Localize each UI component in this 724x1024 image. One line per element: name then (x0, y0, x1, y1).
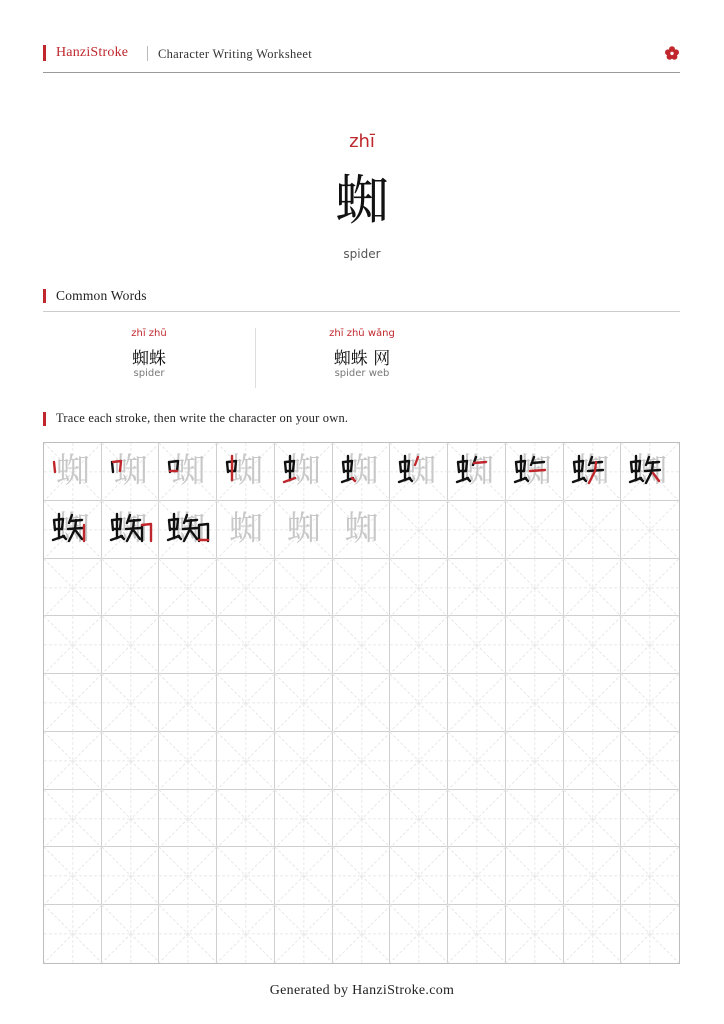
previous-stroke (409, 478, 412, 481)
stroke-order-step (102, 443, 160, 501)
cell-guide-lines (390, 790, 448, 848)
stroke-order-step (621, 443, 679, 501)
stroke-order-step (44, 501, 102, 559)
cell-guide-lines (275, 732, 333, 790)
cell-guide-lines (44, 559, 102, 617)
cell-guide-lines (564, 847, 622, 905)
practice-cell[interactable] (390, 443, 448, 501)
cell-guide-lines (159, 616, 217, 674)
practice-cell[interactable] (44, 443, 102, 501)
cell-guide-lines (217, 559, 275, 617)
practice-cell[interactable] (621, 501, 679, 559)
trace-ghost-character: 蜘 (286, 508, 321, 549)
practice-cell[interactable] (333, 443, 391, 501)
cell-guide-lines (217, 616, 275, 674)
cell-guide-lines (333, 616, 391, 674)
practice-cell[interactable] (217, 847, 275, 905)
cell-guide-lines (159, 790, 217, 848)
cell-guide-lines (333, 905, 391, 963)
cell-guide-lines (333, 847, 391, 905)
cell-guide-lines (506, 616, 564, 674)
stroke-order-step (390, 443, 448, 501)
current-stroke (113, 461, 121, 471)
cell-guide-lines (217, 847, 275, 905)
practice-cell[interactable] (275, 443, 333, 501)
practice-cell[interactable] (506, 559, 564, 617)
cell-guide-lines (448, 616, 506, 674)
practice-cell[interactable] (506, 501, 564, 559)
practice-cell[interactable] (564, 616, 622, 674)
previous-stroke (583, 478, 586, 481)
practice-cell[interactable] (448, 501, 506, 559)
practice-cell[interactable] (102, 501, 160, 559)
practice-cell[interactable] (390, 559, 448, 617)
cell-guide-lines (44, 674, 102, 732)
practice-cell[interactable] (506, 674, 564, 732)
cell-guide-lines (44, 616, 102, 674)
stroke-order-step (159, 443, 217, 501)
stroke-order-step (506, 443, 564, 501)
cell-guide-lines (333, 559, 391, 617)
practice-cell[interactable] (448, 616, 506, 674)
trace-ghost-character: 蜘 (402, 451, 437, 491)
previous-stroke (112, 462, 113, 472)
worksheet-subtitle: Character Writing Worksheet (158, 47, 312, 61)
practice-cell[interactable] (159, 905, 217, 963)
practice-cell[interactable] (102, 443, 160, 501)
trace-ghost-character: 蜘 (575, 451, 610, 491)
trace-ghost-character: 蜘 (517, 451, 552, 491)
previous-stroke (640, 478, 643, 481)
previous-stroke (525, 478, 528, 481)
previous-stroke (178, 536, 181, 539)
cell-guide-lines (217, 790, 275, 848)
cell-guide-lines (102, 559, 160, 617)
practice-cell[interactable] (217, 501, 275, 559)
practice-cell[interactable] (159, 616, 217, 674)
common-words-title: Common Words (56, 288, 147, 303)
practice-cell[interactable] (564, 847, 622, 905)
practice-cell[interactable] (621, 905, 679, 963)
practice-cell[interactable] (102, 732, 160, 790)
cell-guide-lines (506, 674, 564, 732)
practice-cell[interactable] (448, 674, 506, 732)
practice-cell[interactable] (217, 616, 275, 674)
cell-guide-lines (448, 732, 506, 790)
trace-ghost-character: 蜘 (229, 451, 264, 491)
practice-cell[interactable] (275, 501, 333, 559)
cell-guide-lines (275, 559, 333, 617)
practice-cell[interactable] (621, 847, 679, 905)
cell-guide-lines (102, 905, 160, 963)
trace-ghost-character: 蜘 (113, 508, 148, 549)
practice-cell[interactable] (564, 443, 622, 501)
practice-cell[interactable] (159, 501, 217, 559)
practice-cell[interactable] (621, 559, 679, 617)
practice-cell[interactable] (44, 732, 102, 790)
practice-cell[interactable] (102, 905, 160, 963)
word-column-divider (255, 328, 256, 388)
cell-guide-lines (217, 674, 275, 732)
section-accent-bar (43, 289, 46, 303)
word-entry (49, 328, 249, 379)
word-pinyin: zhī zhū (131, 328, 167, 339)
cell-guide-lines (44, 732, 102, 790)
practice-cell[interactable] (621, 443, 679, 501)
practice-cell[interactable] (506, 443, 564, 501)
practice-cell[interactable] (275, 559, 333, 617)
cell-guide-lines (102, 732, 160, 790)
trace-ghost-character: 蜘 (171, 451, 206, 491)
practice-cell[interactable] (44, 905, 102, 963)
stroke-order-step (448, 443, 506, 501)
trace-ghost-character: 蜘 (286, 451, 321, 491)
cell-guide-lines (621, 905, 679, 963)
practice-cell[interactable] (44, 790, 102, 848)
section-accent-bar (43, 412, 46, 426)
cell-guide-lines (44, 905, 102, 963)
practice-cell[interactable] (44, 847, 102, 905)
cell-guide-lines (275, 847, 333, 905)
cell-guide-lines (333, 674, 391, 732)
stroke-order-step (333, 443, 391, 501)
practice-cell[interactable] (390, 905, 448, 963)
current-stroke (54, 462, 55, 472)
stroke-order-step (44, 443, 102, 501)
practice-cell[interactable] (159, 847, 217, 905)
cell-guide-lines (275, 905, 333, 963)
practice-cell[interactable] (275, 790, 333, 848)
cell-guide-lines (506, 501, 564, 559)
main-character: 蜘 (335, 169, 389, 232)
practice-cell[interactable] (159, 790, 217, 848)
practice-cell[interactable] (275, 616, 333, 674)
cell-guide-lines (448, 905, 506, 963)
practice-cell[interactable] (506, 790, 564, 848)
practice-cell[interactable] (390, 847, 448, 905)
cell-guide-lines (159, 732, 217, 790)
header-separator (147, 46, 148, 61)
practice-cell[interactable] (506, 616, 564, 674)
practice-cell[interactable] (44, 501, 102, 559)
cell-guide-lines (448, 501, 506, 559)
practice-cell[interactable] (506, 732, 564, 790)
practice-cell[interactable] (44, 559, 102, 617)
practice-cell[interactable] (390, 790, 448, 848)
common-words-divider (43, 311, 680, 312)
practice-cell[interactable] (102, 674, 160, 732)
cell-guide-lines (564, 905, 622, 963)
cell-guide-lines (621, 732, 679, 790)
cell-guide-lines (564, 674, 622, 732)
practice-cell[interactable] (390, 616, 448, 674)
cell-guide-lines (333, 732, 391, 790)
practice-cell[interactable] (44, 674, 102, 732)
cell-guide-lines (564, 732, 622, 790)
brand-name[interactable]: HanziStroke (56, 45, 129, 60)
cell-guide-lines (102, 616, 160, 674)
trace-ghost-character: 蜘 (171, 508, 206, 549)
practice-cell[interactable] (506, 905, 564, 963)
word-hanzi: 蜘蛛 网 (333, 349, 391, 369)
practice-cell[interactable] (621, 674, 679, 732)
cell-guide-lines (448, 790, 506, 848)
cell-guide-lines (159, 905, 217, 963)
practice-cell[interactable] (448, 443, 506, 501)
previous-stroke (134, 531, 140, 539)
cell-guide-lines (506, 790, 564, 848)
practice-cell[interactable] (506, 847, 564, 905)
plum-blossom-icon (664, 45, 680, 61)
cell-guide-lines (448, 559, 506, 617)
practice-cell[interactable] (159, 559, 217, 617)
practice-cell[interactable] (564, 732, 622, 790)
footer-credit: Generated by HanziStroke.com (269, 983, 455, 998)
trace-ghost-character: 蜘 (633, 451, 668, 491)
word-hanzi: 蜘蛛 (132, 349, 166, 369)
practice-cell[interactable] (390, 501, 448, 559)
cell-guide-lines (159, 674, 217, 732)
cell-guide-lines (621, 674, 679, 732)
practice-cell[interactable] (333, 616, 391, 674)
practice-cell[interactable] (333, 905, 391, 963)
cell-guide-lines (102, 847, 160, 905)
practice-cell[interactable] (448, 732, 506, 790)
practice-cell[interactable] (217, 674, 275, 732)
cell-guide-lines (564, 616, 622, 674)
cell-guide-lines (506, 905, 564, 963)
character-meaning: spider (343, 247, 381, 261)
previous-stroke (191, 531, 197, 539)
practice-cell[interactable] (275, 847, 333, 905)
practice-cell[interactable] (390, 732, 448, 790)
practice-cell[interactable] (217, 559, 275, 617)
practice-cell[interactable] (333, 674, 391, 732)
cell-guide-lines (621, 616, 679, 674)
cell-guide-lines (275, 790, 333, 848)
stroke-order-step (159, 501, 217, 559)
practice-cell[interactable] (333, 732, 391, 790)
practice-cell[interactable] (217, 443, 275, 501)
cell-guide-lines (44, 790, 102, 848)
cell-guide-lines (506, 559, 564, 617)
practice-cell[interactable] (564, 905, 622, 963)
cell-guide-lines (621, 501, 679, 559)
practice-instruction: Trace each stroke, then write the character on your own. (56, 411, 349, 425)
cell-guide-lines (390, 559, 448, 617)
practice-cell[interactable] (448, 905, 506, 963)
word-entry (262, 328, 462, 379)
practice-cell[interactable] (621, 790, 679, 848)
practice-cell[interactable] (102, 790, 160, 848)
cell-guide-lines (217, 905, 275, 963)
word-pinyin: zhī zhū wǎng (329, 328, 395, 339)
practice-cell[interactable] (390, 674, 448, 732)
previous-stroke (121, 536, 124, 539)
practice-cell[interactable] (275, 732, 333, 790)
character-pinyin: zhī (349, 131, 375, 152)
cell-guide-lines (621, 559, 679, 617)
cell-guide-lines (275, 674, 333, 732)
practice-cell[interactable] (102, 559, 160, 617)
cell-guide-lines (621, 790, 679, 848)
practice-cell[interactable] (564, 559, 622, 617)
trace-ghost-character: 蜘 (113, 451, 148, 491)
practice-cell[interactable] (275, 905, 333, 963)
practice-cell[interactable] (102, 847, 160, 905)
stroke-order-step (102, 501, 160, 559)
cell-guide-lines (275, 616, 333, 674)
stroke-order-step (217, 443, 275, 501)
stroke-order-step (275, 443, 333, 501)
cell-guide-lines (217, 732, 275, 790)
practice-cell[interactable] (102, 616, 160, 674)
practice-cell[interactable] (217, 790, 275, 848)
practice-cell[interactable] (333, 501, 391, 559)
practice-cell[interactable] (448, 559, 506, 617)
cell-guide-lines (448, 674, 506, 732)
word-meaning: spider (133, 368, 165, 379)
cell-guide-lines (390, 847, 448, 905)
practice-cell[interactable] (217, 732, 275, 790)
practice-cell[interactable] (448, 847, 506, 905)
trace-ghost-character: 蜘 (55, 451, 90, 491)
header-accent-bar (43, 45, 46, 61)
practice-cell[interactable] (621, 732, 679, 790)
trace-ghost-character: 蜘 (55, 508, 90, 549)
current-stroke (530, 470, 545, 471)
practice-cell[interactable] (159, 674, 217, 732)
current-stroke (142, 524, 151, 541)
cell-guide-lines (621, 847, 679, 905)
cell-guide-lines (102, 674, 160, 732)
practice-cell[interactable] (159, 732, 217, 790)
previous-stroke (532, 462, 544, 463)
practice-cell[interactable] (159, 443, 217, 501)
current-stroke (352, 478, 355, 481)
cell-guide-lines (333, 790, 391, 848)
trace-ghost-character: 蜘 (344, 451, 379, 491)
practice-cell[interactable] (333, 847, 391, 905)
word-meaning: spider web (334, 368, 390, 379)
practice-cell[interactable] (44, 616, 102, 674)
practice-cell[interactable] (564, 674, 622, 732)
practice-cell[interactable] (275, 674, 333, 732)
cell-guide-lines (390, 501, 448, 559)
current-stroke (474, 462, 486, 463)
cell-guide-lines (390, 616, 448, 674)
cell-guide-lines (448, 847, 506, 905)
previous-stroke (63, 536, 66, 539)
trace-ghost-character: 蜘 (229, 508, 264, 549)
cell-guide-lines (159, 559, 217, 617)
cell-guide-lines (564, 559, 622, 617)
cell-guide-lines (390, 732, 448, 790)
practice-cell[interactable] (448, 790, 506, 848)
cell-guide-lines (390, 674, 448, 732)
current-stroke (653, 473, 659, 481)
cell-guide-lines (390, 905, 448, 963)
cell-guide-lines (506, 847, 564, 905)
trace-ghost-character: 蜘 (459, 451, 494, 491)
practice-grid[interactable] (43, 442, 680, 964)
header-divider (43, 72, 680, 73)
cell-guide-lines (159, 847, 217, 905)
practice-cell[interactable] (621, 616, 679, 674)
previous-stroke (76, 531, 82, 539)
cell-guide-lines (564, 790, 622, 848)
previous-stroke (170, 461, 178, 471)
practice-cell[interactable] (333, 559, 391, 617)
previous-stroke (199, 524, 208, 541)
practice-cell[interactable] (333, 790, 391, 848)
cell-guide-lines (44, 847, 102, 905)
cell-guide-lines (506, 732, 564, 790)
current-stroke (415, 457, 418, 465)
trace-ghost-character: 蜘 (344, 508, 379, 549)
practice-cell[interactable] (217, 905, 275, 963)
cell-guide-lines (564, 501, 622, 559)
practice-cell[interactable] (564, 501, 622, 559)
previous-stroke (467, 478, 470, 481)
practice-cell[interactable] (564, 790, 622, 848)
stroke-order-step (564, 443, 622, 501)
cell-guide-lines (102, 790, 160, 848)
